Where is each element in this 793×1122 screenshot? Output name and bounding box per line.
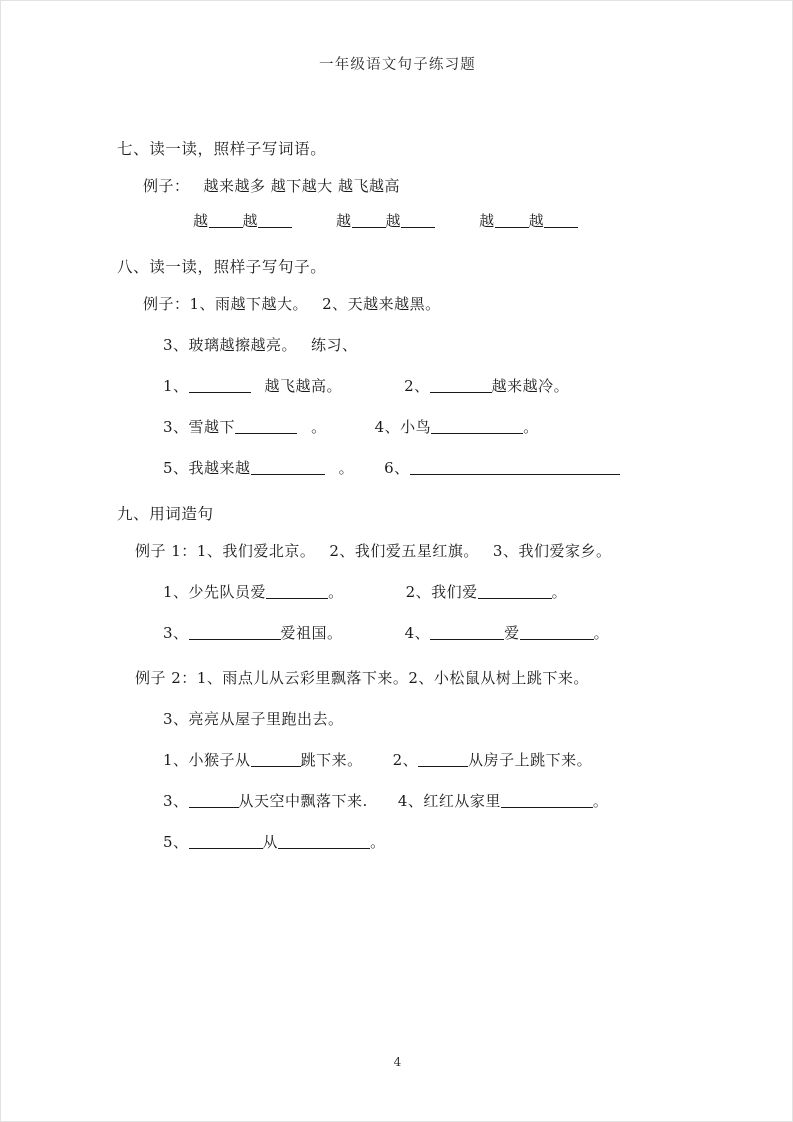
answer-blank[interactable] (189, 833, 263, 849)
section-9-e2-question-row-1 (117, 749, 717, 770)
question-head: 雪越下 (188, 418, 236, 436)
example2-sentence-2: 2、小松鼠从树上跳下来。 (408, 669, 589, 687)
example-text: 越来越多 越下越大 越飞越高 (203, 177, 401, 195)
answer-blank[interactable] (251, 459, 325, 475)
practice-label: 练习、 (311, 336, 358, 354)
question-tail: 从天空中飘落下来. (238, 792, 368, 810)
answer-blank[interactable] (418, 751, 468, 767)
question-tail: 。 (592, 792, 609, 810)
example2-label: 例子 2： (135, 669, 197, 687)
question-number: 5、 (163, 459, 189, 477)
example1-sentence-1: 1、我们爱北京。 (196, 542, 316, 560)
write-blank[interactable] (495, 212, 529, 228)
example2-sentence-3: 3、亮亮从屋子里跑出去。 (163, 710, 344, 728)
section-8-question-row-2 (117, 416, 717, 437)
question-tail: 。 (593, 624, 610, 642)
answer-blank[interactable] (266, 583, 328, 599)
answer-blank[interactable] (410, 459, 620, 475)
question-tail: 从房子上跳下来。 (468, 751, 593, 769)
question-tail: 。 (338, 459, 355, 477)
answer-blank[interactable] (430, 624, 504, 640)
pattern-char-b: 越 (385, 212, 402, 230)
section-9-e2-question-row-3 (117, 831, 717, 852)
question-number: 5、 (163, 833, 189, 851)
question-head: 少先队员爱 (188, 583, 267, 601)
question-tail: 。 (311, 418, 327, 436)
pattern-char-b: 越 (242, 212, 259, 230)
question-head: 红红从家里 (423, 792, 501, 810)
section-8-example-line-2 (117, 334, 717, 355)
example1-sentence-3: 3、我们爱家乡。 (492, 542, 612, 560)
pattern-char-a: 越 (336, 212, 352, 230)
question-mid: 爱祖国。 (280, 624, 343, 642)
section-9-example2-line-2 (117, 708, 717, 729)
example-sentence-1: 1、雨越下越大。 (189, 295, 309, 313)
question-tail: 越来越冷。 (491, 377, 570, 395)
example1-sentence-2: 2、我们爱五星红旗。 (329, 542, 479, 560)
section-8-question-row-3 (117, 457, 717, 478)
question-tail: 。 (523, 418, 539, 436)
answer-blank[interactable] (278, 833, 370, 849)
answer-blank[interactable] (478, 583, 552, 599)
example2-sentence-1: 1、雨点儿从云彩里飘落下来。 (196, 669, 409, 687)
question-number: 4、 (374, 418, 401, 436)
example-label: 例子： (143, 295, 190, 313)
question-tail: 。 (328, 583, 344, 601)
pattern-char-a: 越 (479, 212, 495, 230)
write-blank[interactable] (258, 212, 292, 228)
page-header-title: 一年级语文句子练习题 (319, 57, 476, 73)
answer-blank[interactable] (431, 418, 523, 434)
example-label: 例子： (143, 177, 190, 195)
answer-blank[interactable] (520, 624, 594, 640)
question-number: 1、 (163, 377, 189, 395)
worksheet-content (117, 137, 717, 872)
section-9-example2-line-1 (117, 667, 717, 688)
question-head: 我们爱 (431, 583, 478, 601)
answer-blank[interactable] (235, 418, 297, 434)
pattern-blank-2[interactable] (336, 210, 435, 231)
question-tail: 跳下来。 (300, 751, 363, 769)
question-number: 6、 (384, 459, 410, 477)
question-number: 2、 (392, 751, 419, 769)
write-blank[interactable] (209, 212, 243, 228)
question-tail: 。 (551, 583, 568, 601)
question-head: 小鸟 (400, 418, 432, 436)
section-8-example-line-1 (117, 293, 717, 314)
section-9-e1-question-row-2 (117, 622, 717, 643)
question-number: 3、 (163, 792, 189, 810)
question-tail: 。 (370, 833, 386, 851)
question-number: 4、 (404, 624, 431, 642)
section-7-example (117, 175, 717, 196)
answer-blank[interactable] (430, 377, 492, 393)
example-sentence-2: 2、天越来越黑。 (322, 295, 441, 313)
write-blank[interactable] (544, 212, 578, 228)
answer-blank[interactable] (189, 624, 281, 640)
answer-blank[interactable] (251, 751, 301, 767)
answer-blank[interactable] (189, 792, 239, 808)
pattern-blank-3[interactable] (479, 210, 578, 231)
answer-blank[interactable] (501, 792, 593, 808)
pattern-blank-1[interactable] (193, 210, 292, 231)
question-number: 1、 (163, 583, 189, 601)
question-mid: 从 (262, 833, 279, 851)
section-8-question-row-1 (117, 375, 717, 396)
pattern-char-a: 越 (193, 212, 209, 230)
question-number: 4、 (397, 792, 424, 810)
question-number: 1、 (163, 751, 189, 769)
question-number: 3、 (163, 624, 189, 642)
section-8-heading: 八、读一读，照样子写句子。 (117, 258, 327, 276)
question-number: 3、 (163, 418, 189, 436)
example1-label: 例子 1： (135, 542, 197, 560)
write-blank[interactable] (352, 212, 386, 228)
section-7-heading: 七、读一读，照样子写词语。 (117, 140, 327, 158)
section-7-pattern-row (117, 210, 717, 231)
question-mid: 爱 (504, 624, 520, 642)
pattern-char-b: 越 (528, 212, 545, 230)
question-number: 2、 (405, 583, 432, 601)
question-number: 2、 (404, 377, 430, 395)
page-number: 4 (393, 1055, 402, 1069)
section-9-heading: 九、用词造句 (117, 505, 214, 523)
answer-blank[interactable] (189, 377, 251, 393)
write-blank[interactable] (401, 212, 435, 228)
section-9-e2-question-row-2 (117, 790, 717, 811)
example-sentence-3: 3、玻璃越擦越亮。 (163, 336, 298, 354)
section-9-e1-question-row-1 (117, 581, 717, 602)
question-tail: 越飞越高。 (264, 377, 343, 395)
question-head: 小猴子从 (188, 751, 251, 769)
question-head: 我越来越 (188, 459, 251, 477)
section-9-example1-line (117, 540, 717, 561)
